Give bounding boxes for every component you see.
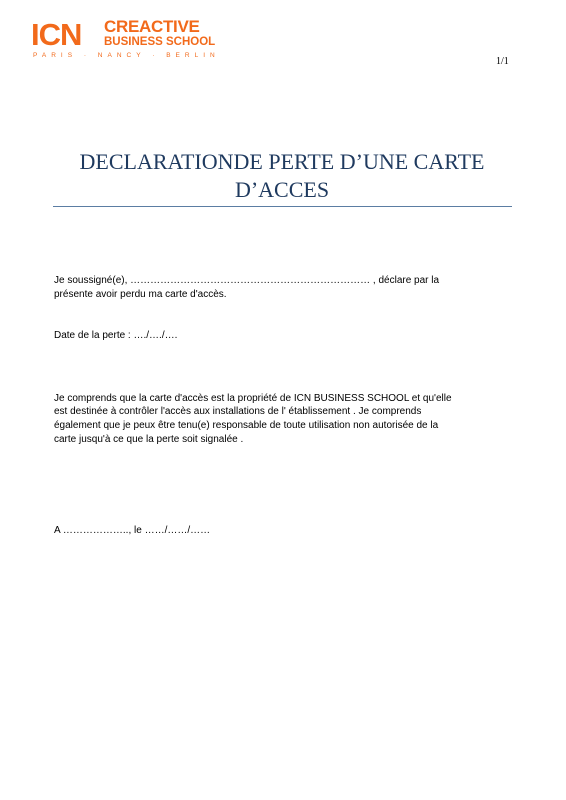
logo-icn-text: ICN: [31, 17, 82, 52]
loss-date-line: Date de la perte : …./…./….: [54, 330, 178, 341]
declaration-line-2: présente avoir perdu ma carte d'accès.: [54, 289, 227, 300]
title-line-1: DECLARATIONDE PERTE D’UNE CARTE: [79, 149, 485, 174]
logo-cities-text: PARIS · NANCY · BERLIN: [33, 52, 220, 59]
place-and-date-line: A ……………….., le ……/……/……: [54, 525, 211, 536]
declaration-line-1: Je soussigné(e), ……………………………………………………………… , déclare par la: [54, 275, 440, 286]
logo-creactive-text: CREACTIVE: [104, 17, 200, 36]
page-number: 1/1: [496, 56, 509, 67]
title-divider: [53, 206, 512, 207]
acknowledgement-line-2: est destinée à contrôler l'accès aux installations de l' établissement . Je comprends: [54, 406, 422, 417]
document-title: [52, 148, 512, 204]
school-logo: [31, 18, 231, 64]
acknowledgement-line-1: Je comprends que la carte d'accès est la propriété de ICN BUSINESS SCHOOL et qu'elle: [54, 393, 452, 404]
title-line-2: D’ACCES: [234, 177, 330, 202]
logo-business-school-text: BUSINESS SCHOOL: [104, 36, 216, 48]
acknowledgement-line-3: également que je peux être tenu(e) responsable de toute utilisation non autorisée de la: [54, 420, 439, 431]
acknowledgement-line-4: carte jusqu'à ce que la perte soit signalée .: [54, 434, 244, 445]
